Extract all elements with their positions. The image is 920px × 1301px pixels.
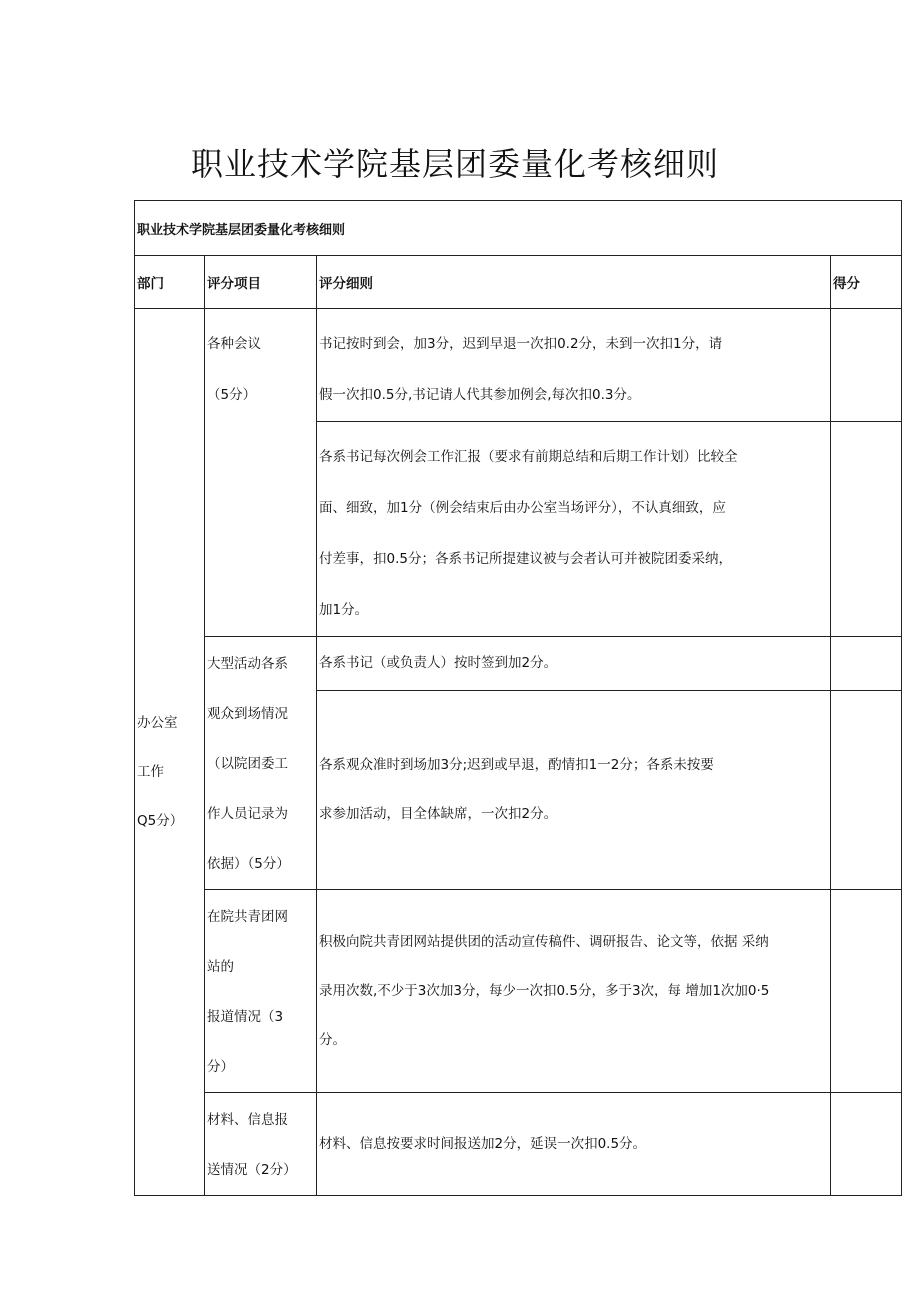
table-caption: 职业技术学院基层团委量化考核细则	[135, 201, 902, 256]
item-line: 送情况（2分）	[207, 1162, 297, 1178]
item-line: 各种会议	[207, 336, 261, 352]
table-header-row	[135, 256, 902, 309]
detail-cell	[317, 422, 831, 637]
table-row	[135, 637, 902, 691]
detail-line: 各系书记每次例会工作汇报（要求有前期总结和后期工作计划）比较全	[319, 449, 738, 465]
dept-line: Q5分）	[137, 812, 184, 829]
dept-cell	[135, 309, 205, 1196]
score-cell	[831, 691, 902, 890]
header-dept: 部门	[135, 256, 205, 309]
detail-line: 录用次数,不少于3次加3分，每少一次扣0.5分，多于3次，每 增加1次加0·5	[319, 982, 770, 999]
item-cell-attendance	[205, 637, 317, 890]
detail-line: 各系书记（或负责人）按时签到加2分。	[319, 655, 558, 672]
detail-line: 分。	[319, 1031, 346, 1048]
dept-line: 工作	[137, 763, 164, 780]
item-line: 分）	[207, 1059, 234, 1075]
item-line: 大型活动各系	[207, 656, 288, 672]
header-detail: 评分细则	[317, 256, 831, 309]
score-cell	[831, 890, 902, 1093]
item-line: （以院团委工	[207, 756, 288, 772]
item-cell-website	[205, 890, 317, 1093]
detail-line: 加1分。	[319, 602, 369, 618]
detail-line: 积极向院共青团网站提供团的活动宣传稿件、调研报告、论文等，依据 采纳	[319, 933, 769, 950]
detail-line: 面、细致，加1分（例会结束后由办公室当场评分），不认真细致，应	[319, 500, 726, 516]
item-line: 材料、信息报	[207, 1112, 288, 1128]
item-line: 在院共青团网	[207, 909, 288, 925]
header-score: 得分	[831, 256, 902, 309]
detail-cell	[317, 1093, 831, 1196]
detail-line: 付差事，扣0.5分；各系书记所提建议被与会者认可并被院团委采纳，	[319, 551, 732, 567]
score-cell	[831, 422, 902, 637]
item-line: （5分）	[207, 387, 257, 403]
item-line: 依据）（5分）	[207, 856, 290, 872]
table-row	[135, 309, 902, 422]
dept-line: 办公室	[137, 714, 178, 731]
detail-cell	[317, 309, 831, 422]
header-item: 评分项目	[205, 256, 317, 309]
detail-line: 求参加活动，目全体缺席，一次扣2分。	[319, 806, 558, 823]
item-line: 站的	[207, 959, 234, 975]
detail-cell	[317, 890, 831, 1093]
detail-cell	[317, 691, 831, 890]
table-row	[135, 890, 902, 1093]
detail-cell	[317, 637, 831, 691]
item-line: 观众到场情况	[207, 706, 288, 722]
score-cell	[831, 1093, 902, 1196]
item-cell-meetings	[205, 309, 317, 637]
score-cell	[831, 309, 902, 422]
detail-line: 各系观众准时到场加3分;迟到或早退，酌情扣1一2分；各系未按要	[319, 757, 714, 774]
assessment-table	[134, 200, 902, 1196]
item-cell-materials	[205, 1093, 317, 1196]
page-title: 职业技术学院基层团委量化考核细则	[190, 145, 719, 183]
detail-line: 材料、信息按要求时间报送加2分，延误一次扣0.5分。	[319, 1135, 647, 1152]
detail-line: 书记按时到会，加3分，迟到早退一次扣0.2分，未到一次扣1分，请	[319, 336, 723, 352]
detail-line: 假一次扣0.5分,书记请人代其参加例会,每次扣0.3分。	[319, 387, 641, 403]
item-line: 报道情况（3	[207, 1009, 284, 1025]
table-caption-row	[135, 201, 902, 256]
score-cell	[831, 637, 902, 691]
table-row	[135, 1093, 902, 1196]
item-line: 作人员记录为	[207, 806, 288, 822]
